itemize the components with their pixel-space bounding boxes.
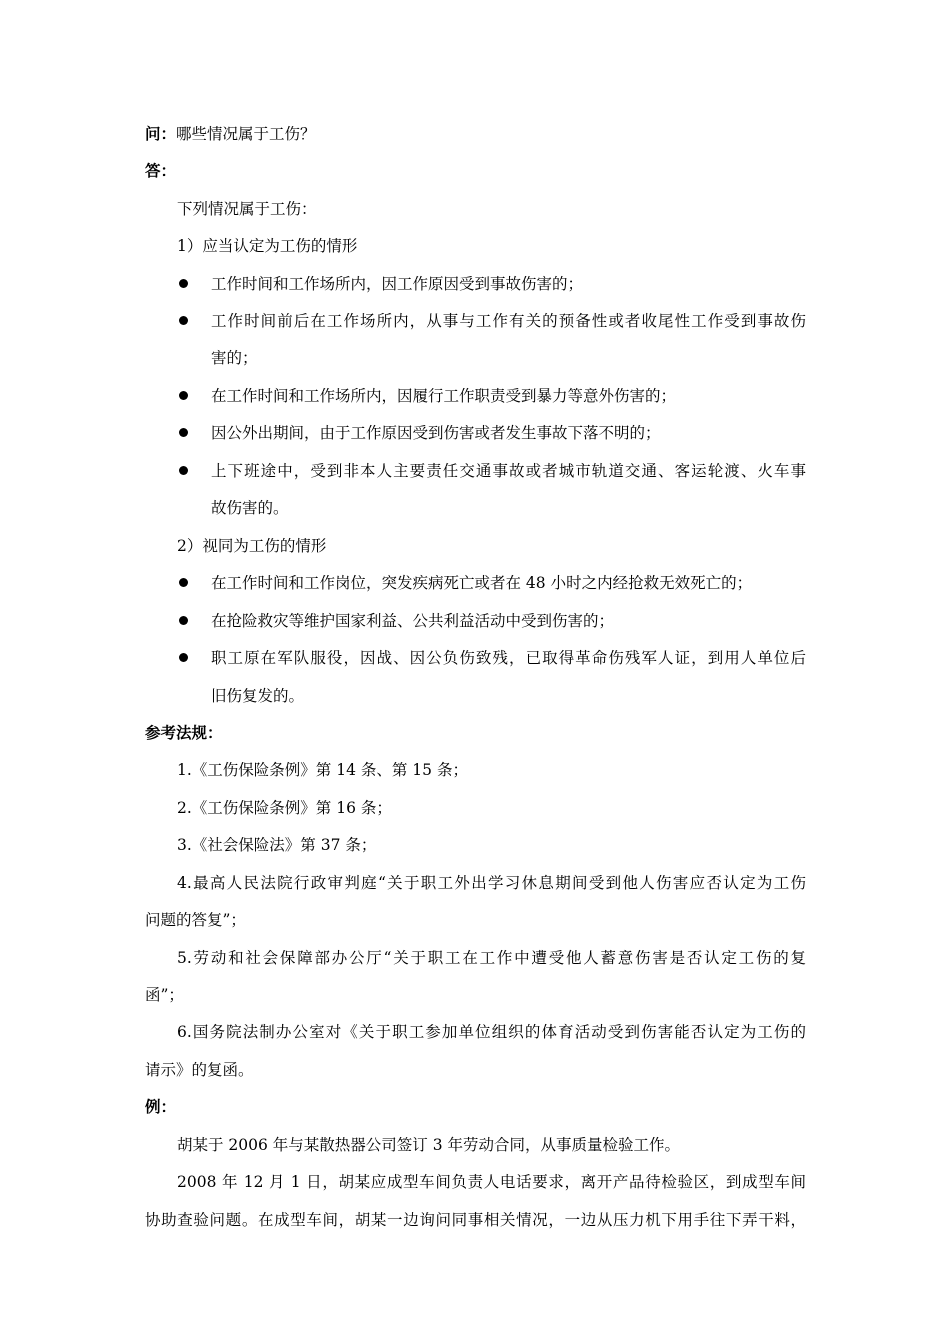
bullet-icon (179, 279, 188, 288)
example-label: 例： (145, 1097, 177, 1116)
reference-item: 3.《社会保险法》第 37 条； (177, 836, 377, 854)
bullet-icon (179, 653, 188, 662)
section2-heading: 2）视同为工伤的情形 (177, 537, 327, 555)
bullet-icon (179, 391, 188, 400)
reference-item-continuation: 请示》的复函。 (145, 1061, 254, 1079)
bullet-item: 在工作时间和工作场所内，因履行工作职责受到暴力等意外伤害的； (211, 387, 677, 405)
references-label: 参考法规： (145, 723, 223, 742)
bullet-item: 职工原在军队服役，因战、因公负伤致残，已取得革命伤残军人证，到用人单位后 (211, 649, 806, 667)
reference-item: 4.最高人民法院行政审判庭“关于职工外出学习休息期间受到他人伤害应否认定为工伤 (177, 874, 806, 892)
bullet-item: 工作时间前后在工作场所内，从事与工作有关的预备性或者收尾性工作受到事故伤 (211, 312, 806, 330)
question-line (145, 124, 316, 144)
example-paragraph: 胡某于 2006 年与某散热器公司签订 3 年劳动合同，从事质量检验工作。 (177, 1136, 681, 1154)
bullet-icon (179, 616, 188, 625)
bullet-icon (179, 578, 188, 587)
bullet-item-continuation: 害的； (211, 349, 258, 367)
reference-item: 6.国务院法制办公室对《关于职工参加单位组织的体育活动受到伤害能否认定为工伤的 (177, 1023, 806, 1041)
bullet-icon (179, 428, 188, 437)
bullet-icon (179, 466, 188, 475)
bullet-item-continuation: 故伤害的。 (211, 499, 289, 517)
bullet-item: 在抢险救灾等维护国家利益、公共利益活动中受到伤害的； (211, 612, 615, 630)
reference-item: 5.劳动和社会保障部办公厅“关于职工在工作中遭受他人蓄意伤害是否认定工伤的复 (177, 949, 806, 967)
example-paragraph: 2008 年 12 月 1 日，胡某应成型车间负责人电话要求，离开产品待检验区，到成型车间 (177, 1173, 806, 1191)
section1-heading: 1）应当认定为工伤的情形 (177, 237, 358, 255)
bullet-icon (179, 316, 188, 325)
answer-intro: 下列情况属于工伤： (177, 200, 317, 218)
question-text: 哪些情况属于工伤？ (176, 125, 316, 143)
bullet-item: 因公外出期间，由于工作原因受到伤害或者发生事故下落不明的； (211, 424, 661, 442)
question-label: 问： (145, 124, 177, 143)
reference-item-continuation: 函”； (145, 986, 184, 1004)
reference-item: 1.《工伤保险条例》第 14 条、第 15 条； (177, 761, 468, 779)
bullet-item-continuation: 旧伤复发的。 (211, 687, 305, 705)
bullet-item: 工作时间和工作场所内，因工作原因受到事故伤害的； (211, 275, 584, 293)
bullet-item: 上下班途中，受到非本人主要责任交通事故或者城市轨道交通、客运轮渡、火车事 (211, 462, 806, 480)
reference-item: 2.《工伤保险条例》第 16 条； (177, 799, 392, 817)
reference-item-continuation: 问题的答复”； (145, 911, 246, 929)
answer-label: 答： (145, 161, 177, 180)
example-paragraph-continuation: 协助查验问题。在成型车间，胡某一边询问同事相关情况，一边从压力机下用手往下弄干料， (145, 1211, 806, 1229)
bullet-item: 在工作时间和工作岗位，突发疾病死亡或者在 48 小时之内经抢救无效死亡的； (211, 574, 753, 592)
